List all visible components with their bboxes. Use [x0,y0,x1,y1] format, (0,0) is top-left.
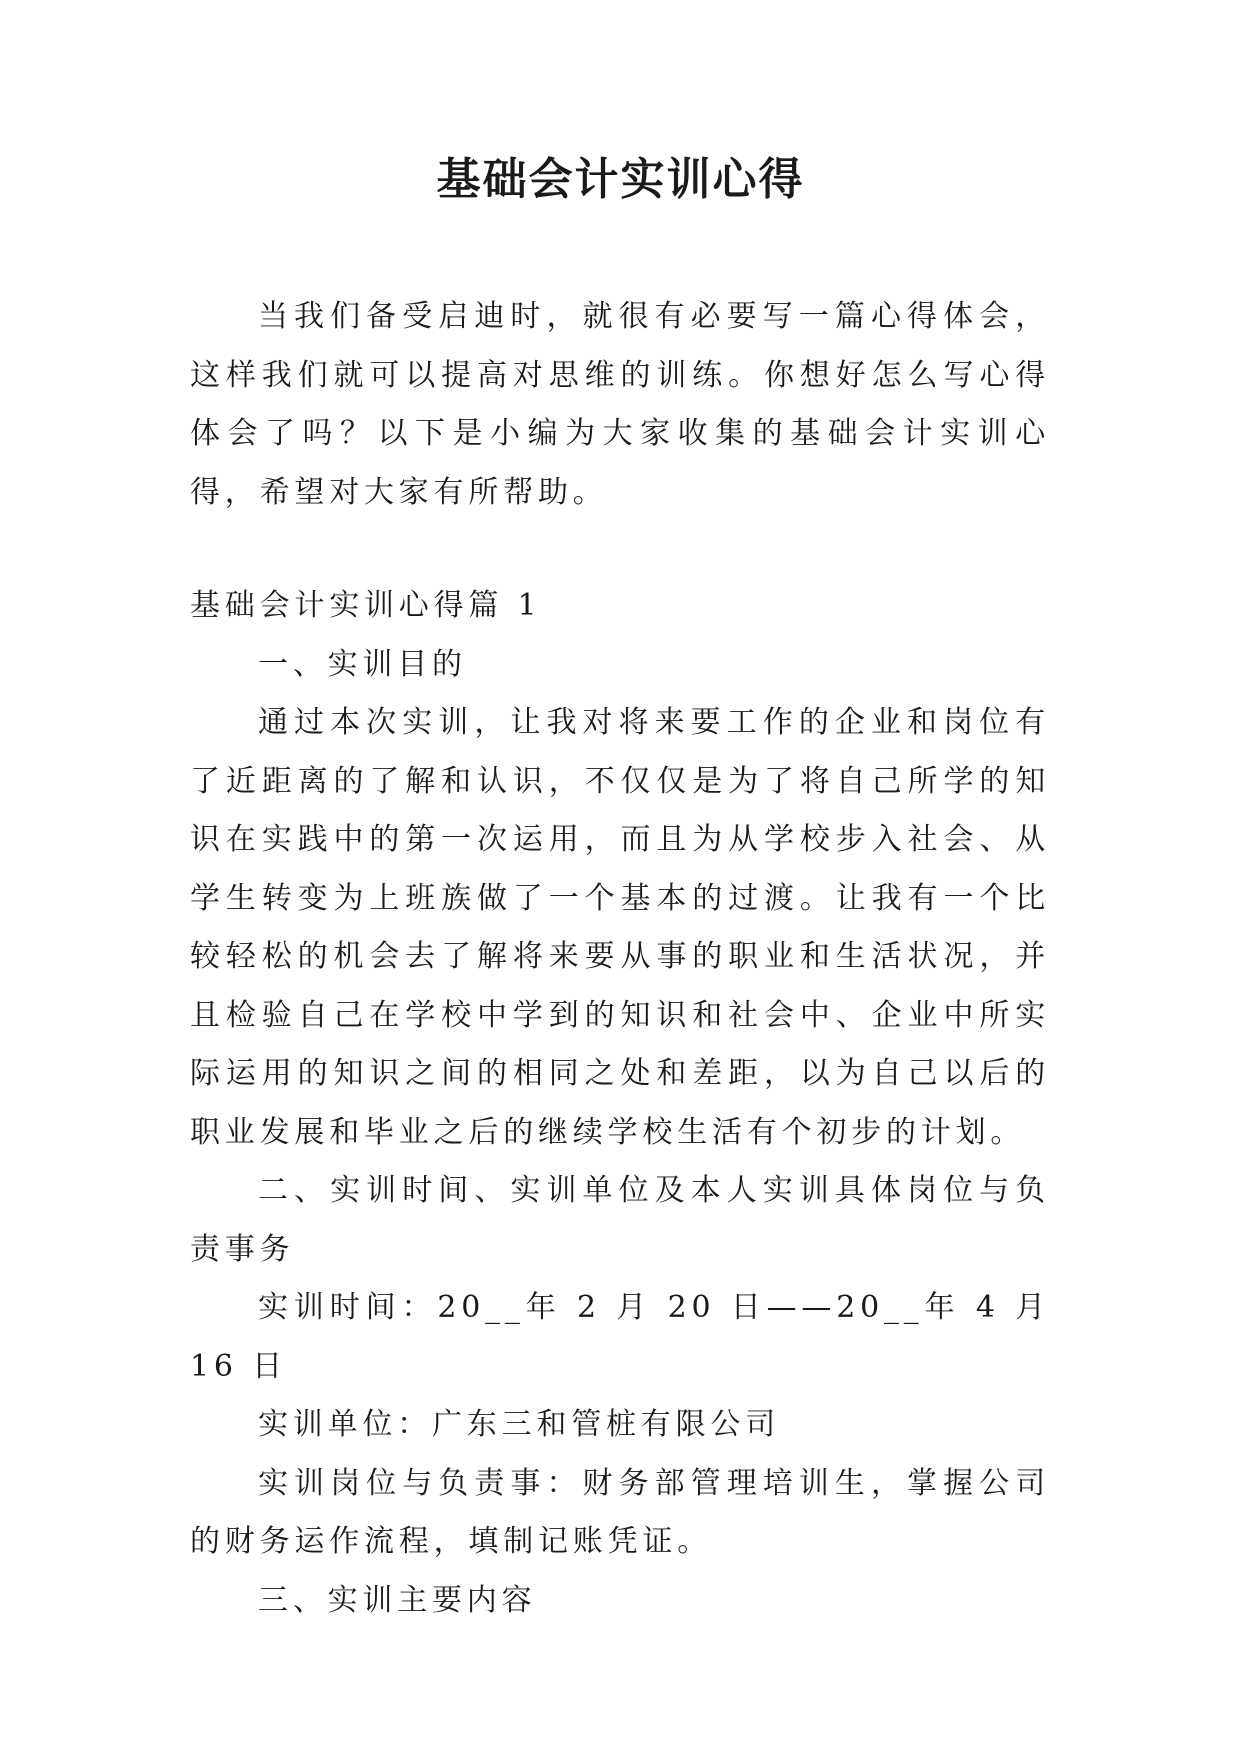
objective-paragraph: 通过本次实训，让我对将来要工作的企业和岗位有了近距离的了解和认识，不仅仅是为了将自己所学的知识在实践中的第一次运用，而且为从学校步入社会、从学生转变为上班族做了一个基本的过渡。让我有一个比较轻松的机会去了解将来要从事的职业和生活状况，并且检验自己在学校中学到的知识和社会中、企业中所实际运用的知识之间的相同之处和差距，以为自己以后的职业发展和毕业之后的继续学校生活有个初步的计划。 [190,705,1050,1150]
training-post: 实训岗位与负责事：财务部管理培训生，掌握公司的财务运作流程，填制记账凭证。 [190,1465,1050,1559]
section-heading: 基础会计实训心得篇 1 [190,588,542,623]
heading-objective: 一、实训目的 [258,646,467,682]
training-time: 实训时间：20__年 2 月 20 日——20__年 4 月 16 日 [190,1290,1050,1384]
heading-time-unit-post: 二、实训时间、实训单位及本人实训具体岗位与负责事务 [190,1173,1050,1267]
intro-paragraph: 当我们备受启迪时，就很有必要写一篇心得体会，这样我们就可以提高对思维的训练。你想好怎么写心得体会了吗？以下是小编为大家收集的基础会计实训心得，希望对大家有所帮助。 [190,299,1050,510]
heading-main-content: 三、实训主要内容 [258,1582,537,1618]
document-body [190,288,1050,1630]
document-title: 基础会计实训心得 [436,154,805,205]
training-unit: 实训单位：广东三和管桩有限公司 [258,1407,780,1442]
